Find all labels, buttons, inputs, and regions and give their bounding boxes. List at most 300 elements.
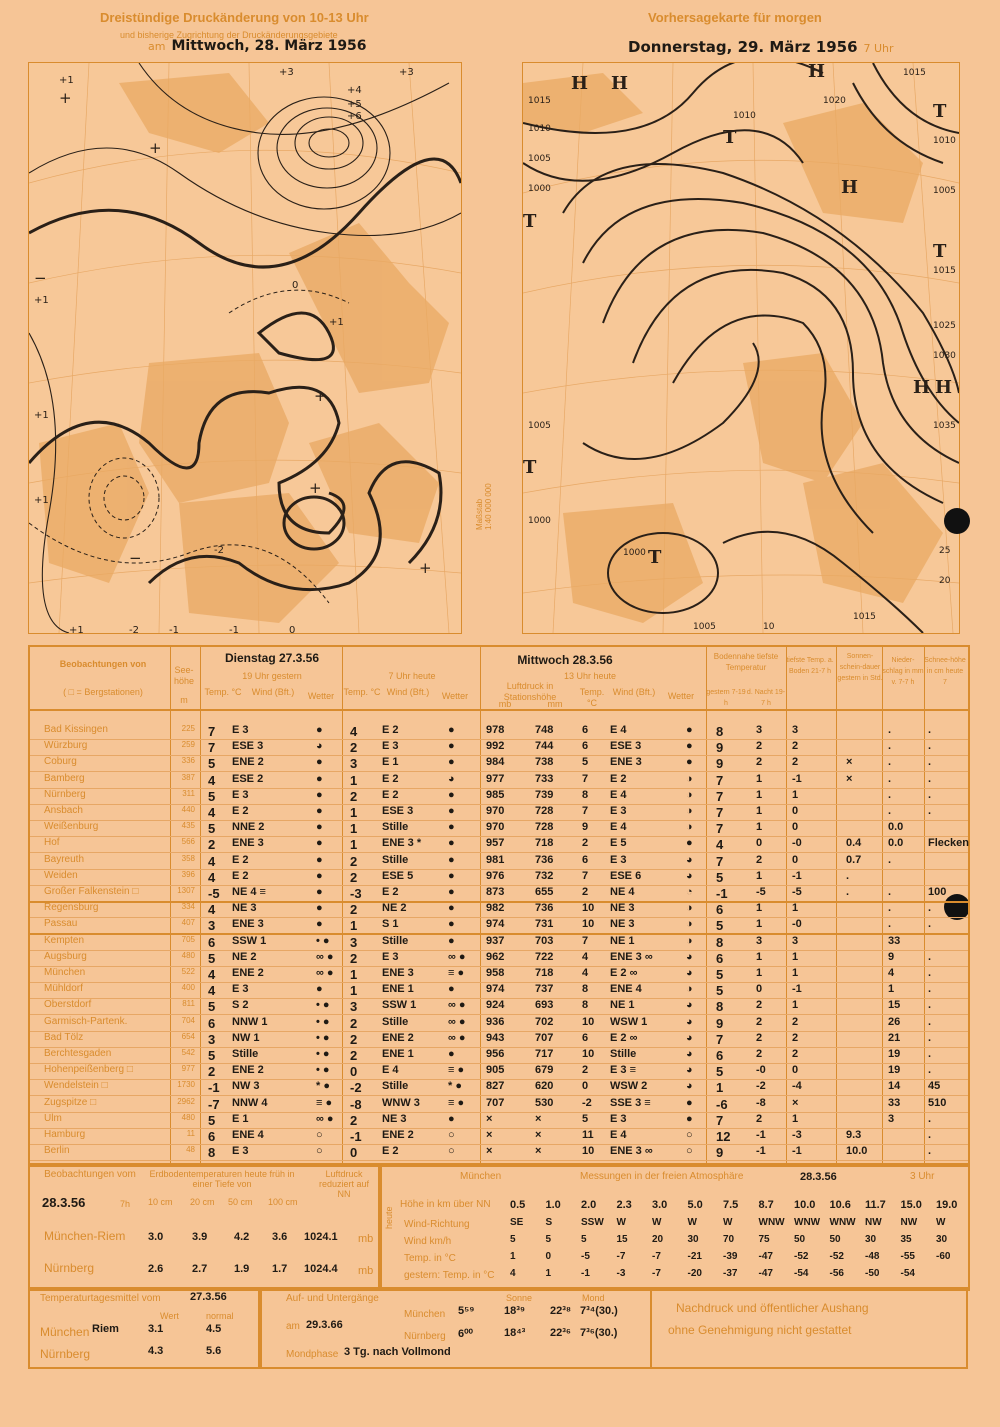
cell-ni: . [888, 788, 892, 801]
cell-x1: ● [316, 983, 323, 996]
cell-b: 2 [792, 1048, 799, 1060]
cell-w2: ENE 3 * [382, 837, 422, 850]
cell-n: 3 [756, 934, 763, 947]
cell-mm: 731 [535, 918, 554, 931]
svg-text:1000: 1000 [528, 516, 551, 526]
tempmittel-wert: Wert [160, 1311, 179, 1321]
atm-date: 28.3.56 [800, 1171, 837, 1183]
cell-w2: Stille [382, 1080, 409, 1093]
cell-t3: 2 [582, 886, 589, 898]
cell-x1: • ● [316, 1064, 330, 1077]
cell-w3: SSE 3 ≡ [610, 1096, 651, 1109]
depth-10: 10 cm [148, 1197, 173, 1207]
cell-ni: 1 [888, 983, 895, 996]
cell-s: Berlin [44, 1145, 70, 1157]
cell-n: 1 [756, 821, 763, 834]
cell-ni: 0.0 [888, 837, 904, 850]
cell-x2: ● [448, 821, 455, 834]
cell-w3: NE 1 [610, 934, 635, 947]
cell-x3: ◕ [686, 967, 693, 979]
header-wetter1: Wetter [307, 691, 335, 701]
cell-t2: -8 [350, 1096, 362, 1112]
cell-t1: 4 [208, 869, 216, 885]
cell-x3: ● [686, 1112, 693, 1125]
cell-w3: NE 1 [610, 999, 635, 1012]
tempmittel-row-name: München [40, 1325, 90, 1339]
cell-x2: ● [448, 740, 455, 753]
cell-w3: ENE 3 ∞ [610, 950, 653, 963]
header-temp2: Temp. °C [343, 687, 381, 697]
cell-n: 2 [756, 853, 763, 866]
cell-x1: • ● [316, 1031, 330, 1044]
cell-x3: ◔ [686, 886, 693, 898]
cell-n: -1 [756, 1129, 766, 1141]
atm-height: 10.6 [829, 1199, 851, 1211]
cell-b: 1 [792, 1112, 799, 1125]
pressure-value: 1024.1 [304, 1231, 338, 1243]
table-row [30, 788, 968, 805]
cell-x3: ◑ [686, 902, 693, 915]
cell-x3: ◑ [686, 983, 693, 996]
tempmittel-extra: Riem [92, 1323, 119, 1335]
table-row [30, 966, 968, 983]
svg-text:+: + [314, 387, 327, 405]
cell-s: Garmisch-Partenk. [44, 1015, 128, 1027]
cell-w1: ENE 2 [232, 756, 264, 769]
cell-n: 1 [756, 772, 763, 785]
cell-sc: . [928, 1015, 932, 1028]
cell-a: 566 [181, 837, 195, 847]
cell-b: -0 [792, 918, 802, 931]
cell-x2: ● [448, 724, 455, 736]
cell-s: Wendelstein □ [44, 1080, 108, 1092]
atm-height: 19.0 [936, 1199, 958, 1211]
cell-w2: Stille [382, 853, 409, 866]
cell-w1: NE 3 [232, 902, 257, 915]
cell-n: 2 [756, 1112, 763, 1125]
svg-text:0: 0 [292, 280, 299, 291]
cell-t3: 6 [582, 724, 589, 736]
cell-a: 705 [181, 934, 195, 944]
cell-mb: 977 [486, 772, 505, 785]
soil-value: 1.9 [234, 1263, 250, 1275]
cell-s: Ulm [44, 1112, 62, 1124]
cell-t2: 2 [350, 1048, 358, 1063]
atm-value: W [687, 1217, 697, 1228]
cell-t3: 2 [582, 1064, 589, 1077]
cell-g: 8 [716, 724, 724, 739]
header-tiefste: tiefste Temp. a. Boden 21-7 h [786, 657, 834, 675]
cell-x2: ● [448, 805, 455, 817]
left-map-subtitle: und bisherige Zugrichtung der Druckänderungsgebiete [120, 30, 338, 40]
atm-height: 2.0 [581, 1199, 597, 1211]
atm-height: 10.0 [794, 1199, 816, 1211]
svg-text:−: − [34, 269, 47, 287]
free-atmosphere-box [378, 1163, 970, 1291]
svg-text:-2: -2 [129, 625, 139, 633]
cell-t2: 3 [350, 999, 358, 1015]
cell-mb: 976 [486, 869, 505, 882]
cell-mm: 744 [535, 740, 554, 753]
cell-t2: 1 [350, 805, 358, 820]
cell-w3: E 3 ≡ [610, 1064, 636, 1077]
cell-so: 0.7 [846, 853, 862, 866]
cell-x3: ◕ [686, 999, 693, 1012]
cell-t1: 4 [208, 967, 216, 982]
cell-a: 396 [181, 869, 195, 879]
cell-ni: 21 [888, 1031, 901, 1044]
cell-g: 6 [716, 902, 724, 918]
cell-n: 2 [756, 999, 763, 1012]
cell-s: Großer Falkenstein □ [44, 886, 139, 897]
cell-w2: ENE 2 [382, 1031, 414, 1044]
table-row [30, 1063, 968, 1080]
cell-ni: . [888, 902, 892, 915]
svg-text:+1: +1 [34, 295, 49, 306]
cell-mm: 736 [535, 902, 554, 915]
cell-n: -8 [756, 1096, 766, 1109]
cell-n: 1 [756, 869, 763, 882]
cell-b: 1 [792, 788, 799, 801]
svg-text:+: + [59, 89, 72, 107]
cell-w3: ENE 4 [610, 983, 642, 996]
cell-ni: 15 [888, 999, 901, 1012]
cell-w2: ENE 2 [382, 1129, 414, 1141]
svg-text:-2: -2 [214, 545, 224, 556]
cell-t2: 1 [350, 821, 358, 837]
atm-value: 5 [545, 1234, 552, 1245]
cell-w2: E 2 [382, 1145, 399, 1158]
cell-mb: 981 [486, 853, 505, 866]
atm-height: 2.3 [616, 1199, 632, 1211]
tempmittel-normal-value: 5.6 [206, 1345, 222, 1357]
cell-x2: ≡ ● [448, 967, 465, 979]
cell-x1: ∞ ● [316, 1112, 334, 1125]
header-day3: Mittwoch 28.3.56 [517, 653, 613, 667]
cell-t2: 3 [350, 934, 358, 950]
cell-g: 8 [716, 934, 724, 950]
header-temp1: Temp. °C [204, 687, 242, 697]
svg-text:1015: 1015 [853, 612, 876, 622]
cell-t1: 4 [208, 772, 216, 788]
cell-t2: 2 [350, 1112, 358, 1128]
svg-text:1030: 1030 [933, 351, 956, 361]
cell-w3: E 3 [610, 853, 627, 866]
soil-time: 7h [120, 1199, 131, 1209]
header-wind3: Wind (Bft.) [612, 687, 656, 697]
cell-sc: . [928, 788, 932, 801]
cell-mb: 974 [486, 983, 505, 996]
cell-w3: NE 3 [610, 918, 635, 931]
cell-mm: × [535, 1145, 542, 1158]
svg-text:+4: +4 [347, 85, 362, 96]
cell-w1: E 3 [232, 983, 249, 996]
cell-w3: ENE 3 ∞ [610, 1145, 653, 1158]
header-day1-sub: 19 Uhr gestern [242, 671, 302, 681]
svg-text:T: T [523, 211, 537, 232]
moonrise: 22³⁶ [550, 1327, 571, 1339]
header-pressure: Luftdruck in Stationshöhe [503, 681, 557, 702]
cell-n: 0 [756, 983, 763, 996]
cell-mb: 962 [486, 950, 505, 963]
cell-t3: 7 [582, 934, 589, 947]
cell-ni: 4 [888, 967, 895, 979]
cell-s: Augsburg [44, 950, 87, 962]
cell-x2: ≡ ● [448, 1064, 465, 1077]
cell-g: 5 [716, 967, 724, 982]
cell-t1: 4 [208, 983, 216, 999]
cell-ni: 33 [888, 1096, 901, 1109]
svg-text:+6: +6 [347, 111, 362, 122]
cell-g: 9 [716, 1015, 724, 1031]
cell-n: 1 [756, 918, 763, 931]
cell-a: 407 [181, 918, 195, 928]
cell-n: 3 [756, 724, 763, 736]
cell-a: 336 [181, 756, 195, 766]
header-schnee: Schnee-höhe in cm heute 7 [924, 657, 966, 686]
cell-n: -1 [756, 1145, 766, 1158]
cell-w2: S 1 [382, 918, 399, 931]
cell-s: München [44, 967, 86, 978]
cell-mb: 984 [486, 756, 505, 769]
cell-w1: ENE 4 [232, 1129, 264, 1141]
cell-mb: 985 [486, 788, 505, 801]
cell-t3: 5 [582, 756, 589, 769]
cell-ni: . [888, 918, 892, 931]
cell-w1: Stille [232, 1048, 259, 1060]
atm-side-label: heute [384, 1206, 394, 1229]
cell-w3: E 4 [610, 788, 627, 801]
punch-hole [944, 508, 970, 534]
cell-t1: 4 [208, 805, 216, 820]
cell-t1: 7 [208, 724, 216, 739]
cell-x2: ∞ ● [448, 1031, 466, 1044]
atm-value: -47 [758, 1268, 773, 1279]
svg-text:1010: 1010 [733, 111, 756, 121]
cell-x3: ● [686, 724, 693, 736]
cell-sc: . [928, 805, 932, 817]
cell-t1: 8 [208, 1145, 216, 1161]
cell-t3: 10 [582, 902, 595, 915]
cell-so: × [846, 772, 853, 785]
cell-so: 10.0 [846, 1145, 868, 1158]
cell-w2: Stille [382, 821, 409, 834]
temperature-mean-box [28, 1287, 262, 1369]
svg-text:20: 20 [939, 576, 951, 586]
cell-g: 9 [716, 756, 724, 772]
cell-t3: 10 [582, 1048, 595, 1060]
cell-ni: . [888, 772, 892, 785]
tempmittel-title: Temperaturtagesmittel vom [40, 1293, 161, 1304]
cell-t2: 1 [350, 837, 358, 853]
cell-s: Berchtesgaden [44, 1048, 112, 1059]
cell-t2: 2 [350, 902, 358, 918]
cell-t1: 3 [208, 1031, 216, 1047]
cell-g: 7 [716, 821, 724, 837]
cell-mm: 732 [535, 869, 554, 882]
cell-ni: 19 [888, 1064, 901, 1077]
cell-g: 7 [716, 772, 724, 788]
table-row [30, 755, 968, 772]
cell-w1: SSW 1 [232, 934, 267, 947]
cell-mm: 728 [535, 821, 554, 834]
cell-t3: 5 [582, 1112, 589, 1125]
tempmittel-row-name: Nürnberg [40, 1347, 91, 1361]
cell-t1: 5 [208, 756, 216, 772]
atm-height: 1.0 [545, 1199, 561, 1211]
cell-a: 48 [186, 1145, 195, 1155]
pressure-unit: mb [358, 1233, 374, 1245]
cell-ni: 33 [888, 934, 901, 947]
atm-title: Messungen in der freien Atmosphäre [580, 1171, 744, 1182]
cell-t3: 0 [582, 1080, 589, 1093]
cell-t2: 1 [350, 983, 358, 999]
cell-x1: • ● [316, 934, 330, 947]
soil-title: Beobachtungen vom [44, 1169, 136, 1180]
cell-x3: ◕ [686, 869, 693, 882]
cell-mm: 737 [535, 983, 554, 996]
svg-text:0: 0 [289, 625, 296, 633]
cell-x2: ∞ ● [448, 999, 466, 1012]
header-bodnah: Bodennahe tiefste Temperatur [713, 652, 779, 672]
cell-x2: ○ [448, 1145, 455, 1158]
cell-a: 977 [181, 1064, 195, 1074]
svg-text:T: T [523, 457, 537, 478]
cell-t2: -1 [350, 1129, 362, 1144]
cell-b: 3 [792, 934, 799, 947]
cell-g: 7 [716, 853, 724, 869]
left-map-title: Dreistündige Druckänderung von 10-13 Uhr [100, 10, 369, 25]
svg-text:-1: -1 [229, 625, 239, 633]
cell-mm: 703 [535, 934, 554, 947]
atm-value: -37 [723, 1268, 738, 1279]
cell-x1: ○ [316, 1129, 323, 1141]
sun-title: Auf- und Untergänge [286, 1293, 379, 1304]
cell-t1: 2 [208, 837, 216, 853]
cell-mb: 970 [486, 821, 505, 834]
scale-value: 1:40 000 000 [484, 483, 493, 530]
cell-s: Coburg [44, 756, 77, 768]
cell-s: Würzburg [44, 740, 88, 752]
cell-mm: 530 [535, 1096, 554, 1109]
svg-text:1005: 1005 [528, 421, 551, 431]
table-row [30, 853, 968, 870]
cell-sc: . [928, 902, 932, 915]
cell-a: 11 [186, 1129, 195, 1138]
cell-mb: × [486, 1145, 493, 1158]
cell-t2: -3 [350, 886, 362, 901]
cell-x1: • ● [316, 1015, 330, 1028]
atm-value: W [616, 1217, 626, 1228]
cell-t3: 7 [582, 772, 589, 785]
cell-t3: 6 [582, 740, 589, 753]
cell-b: 3 [792, 724, 799, 736]
atm-value: -20 [687, 1268, 702, 1279]
cell-w2: E 3 [382, 740, 399, 753]
cell-n: 1 [756, 967, 763, 979]
cell-x3: ◑ [686, 821, 693, 834]
table-row [30, 901, 968, 918]
header-bod-a: gestern 7-19 h [706, 689, 746, 707]
cell-w3: NE 3 [610, 902, 635, 915]
header-day2-sub: 7 Uhr heute [388, 671, 436, 681]
moonphase-value: 3 Tg. nach Vollmond [344, 1346, 451, 1358]
cell-a: 311 [182, 788, 195, 798]
atm-row-label: Wind km/h [404, 1236, 452, 1247]
cell-mb: 943 [486, 1031, 505, 1044]
cell-t1: -7 [208, 1096, 220, 1112]
cell-a: 1307 [177, 886, 195, 895]
cell-a: 435 [181, 821, 195, 831]
atm-station: München [460, 1171, 502, 1182]
sun-row-name: Nürnberg [404, 1331, 446, 1342]
atm-height: 0.5 [510, 1199, 526, 1211]
svg-text:+1: +1 [34, 495, 49, 506]
cell-a: 522 [181, 967, 195, 976]
cell-t1: 5 [208, 788, 216, 804]
left-date-value: Mittwoch, 28. März 1956 [171, 38, 367, 54]
header-mm: mm [547, 699, 563, 709]
svg-text:1020: 1020 [823, 96, 846, 106]
cell-a: 259 [181, 740, 195, 750]
svg-text:+3: +3 [399, 67, 414, 78]
svg-text:+3: +3 [279, 67, 294, 78]
atm-value: 5 [510, 1234, 516, 1245]
cell-x1: ● [316, 869, 323, 882]
cell-n: 2 [756, 740, 763, 753]
soil-value: 3.0 [148, 1231, 164, 1243]
atm-value: SSW [581, 1217, 604, 1228]
cell-mb: 936 [486, 1015, 505, 1028]
atm-value: -7 [652, 1251, 661, 1262]
cell-t2: 0 [350, 1145, 358, 1161]
cell-x2: ● [448, 1048, 455, 1060]
cell-x1: ● [316, 821, 323, 834]
scale-title: Maßstab [475, 498, 484, 530]
cell-w2: E 3 [382, 950, 399, 963]
table-row [30, 1144, 968, 1161]
svg-text:−: − [129, 549, 142, 567]
cell-t2: 2 [350, 869, 358, 885]
cell-w3: ENE 3 [610, 756, 642, 769]
cell-n: 2 [756, 1031, 763, 1044]
header-wind2: Wind (Bft.) [386, 687, 430, 697]
cell-sc: . [928, 1048, 932, 1060]
cell-b: 1 [792, 999, 799, 1012]
cell-x3: ◕ [686, 1048, 693, 1060]
cell-b: 2 [792, 740, 799, 753]
cell-x3: ● [686, 1096, 693, 1109]
copyright-note [648, 1287, 968, 1369]
cell-mb: 873 [486, 886, 505, 898]
cell-w2: Stille [382, 934, 409, 947]
header-mb: mb [498, 699, 512, 709]
atm-value: 75 [758, 1234, 770, 1245]
svg-text:1005: 1005 [528, 154, 551, 164]
cell-w3: ESE 6 [610, 869, 642, 882]
moonphase-label: Mondphase [286, 1349, 339, 1360]
cell-x2: ● [448, 756, 455, 769]
cell-t3: 4 [582, 950, 589, 963]
atm-value: -60 [936, 1251, 951, 1262]
svg-text:1025: 1025 [933, 321, 956, 331]
atm-value: -48 [865, 1251, 880, 1262]
cell-t3: 9 [582, 821, 589, 834]
cell-a: 480 [181, 950, 195, 960]
cell-x1: ● [316, 788, 323, 801]
cell-so: 0.4 [846, 837, 862, 850]
pressure-change-map [28, 62, 462, 634]
